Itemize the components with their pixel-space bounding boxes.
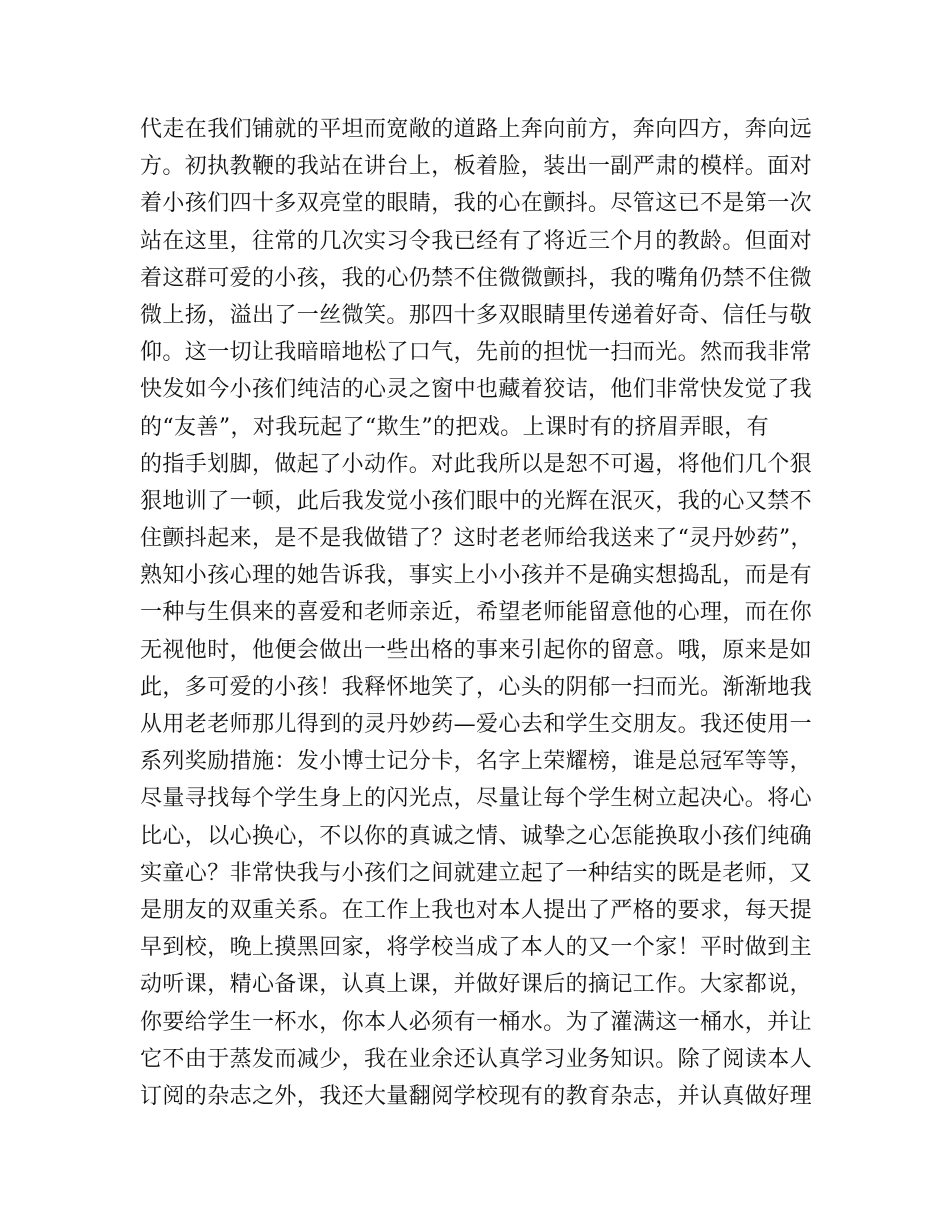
text-line: 的“友善”，对我玩起了“欺生”的把戏。上课时有的挤眉弄眼，有 [140,414,769,440]
text-line: 动听课，精心备课，认真上课，并做好课后的摘记工作。大家都说， [140,972,813,998]
text-line: 住颤抖起来，是不是我做错了？这时老老师给我送来了“灵丹妙药”， [140,526,813,552]
text-line: 仰。这一切让我暗暗地松了口气，先前的担忧一扫而光。然而我非常 [140,340,813,366]
text-line: 的指手划脚，做起了小动作。对此我所以是恕不可遏，将他们几个狠 [140,451,813,477]
text-line: 你要给学生一杯水，你本人必须有一桶水。为了灌满这一桶水，并让 [140,1009,813,1035]
text-line: 是朋友的双重关系。在工作上我也对本人提出了严格的要求，每天提 [140,897,813,923]
text-line: 订阅的杂志之外，我还大量翻阅学校现有的教育杂志，并认真做好理 [140,1083,813,1109]
text-line: 微上扬，溢出了一丝微笑。那四十多双眼睛里传递着好奇、信任与敬 [140,302,813,328]
text-line: 无视他时，他便会做出一些出格的事来引起你的留意。哦，原来是如 [140,637,813,663]
text-line: 尽量寻找每个学生身上的闪光点，尽量让每个学生树立起决心。将心 [140,786,813,812]
text-line: 比心，以心换心，不以你的真诚之情、诚挚之心怎能换取小孩们纯确 [140,823,813,849]
text-line: 方。初执教鞭的我站在讲台上，板着脸，装出一副严肃的模样。面对 [140,154,813,180]
text-line: 着这群可爱的小孩，我的心仍禁不住微微颤抖，我的嘴角仍禁不住微 [140,265,813,291]
text-line: 站在这里，往常的几次实习令我已经有了将近三个月的教龄。但面对 [140,228,813,254]
text-line: 从用老老师那儿得到的灵丹妙药—爱心去和学生交朋友。我还使用一 [140,712,813,737]
text-line: 着小孩们四十多双亮堂的眼睛，我的心在颤抖。尽管这已不是第一次 [140,191,813,217]
text-line: 它不由于蒸发而减少，我在业余还认真学习业务知识。除了阅读本人 [140,1046,813,1072]
text-line: 实童心？非常快我与小孩们之间就建立起了一种结实的既是老师，又 [140,860,813,886]
text-line: 此，多可爱的小孩！我释怀地笑了，心头的阴郁一扫而光。渐渐地我 [140,674,813,700]
text-line: 一种与生俱来的喜爱和老师亲近，希望老师能留意他的心理，而在你 [140,600,813,626]
text-line: 狠地训了一顿，此后我发觉小孩们眼中的光辉在泯灭，我的心又禁不 [140,488,813,514]
text-line: 快发如今小孩们纯洁的心灵之窗中也藏着狡诘，他们非常快发觉了我 [140,377,813,403]
text-line: 熟知小孩心理的她告诉我，事实上小小孩并不是确实想捣乱，而是有 [140,563,813,589]
text-line: 系列奖励措施：发小博士记分卡，名字上荣耀榜，谁是总冠军等等， [140,749,813,775]
text-line: 代走在我们铺就的平坦而宽敞的道路上奔向前方，奔向四方，奔向远 [140,117,813,142]
body-text [140,111,820,1115]
text-line: 早到校，晚上摸黑回家，将学校当成了本人的又一个家！平时做到主 [140,935,813,961]
